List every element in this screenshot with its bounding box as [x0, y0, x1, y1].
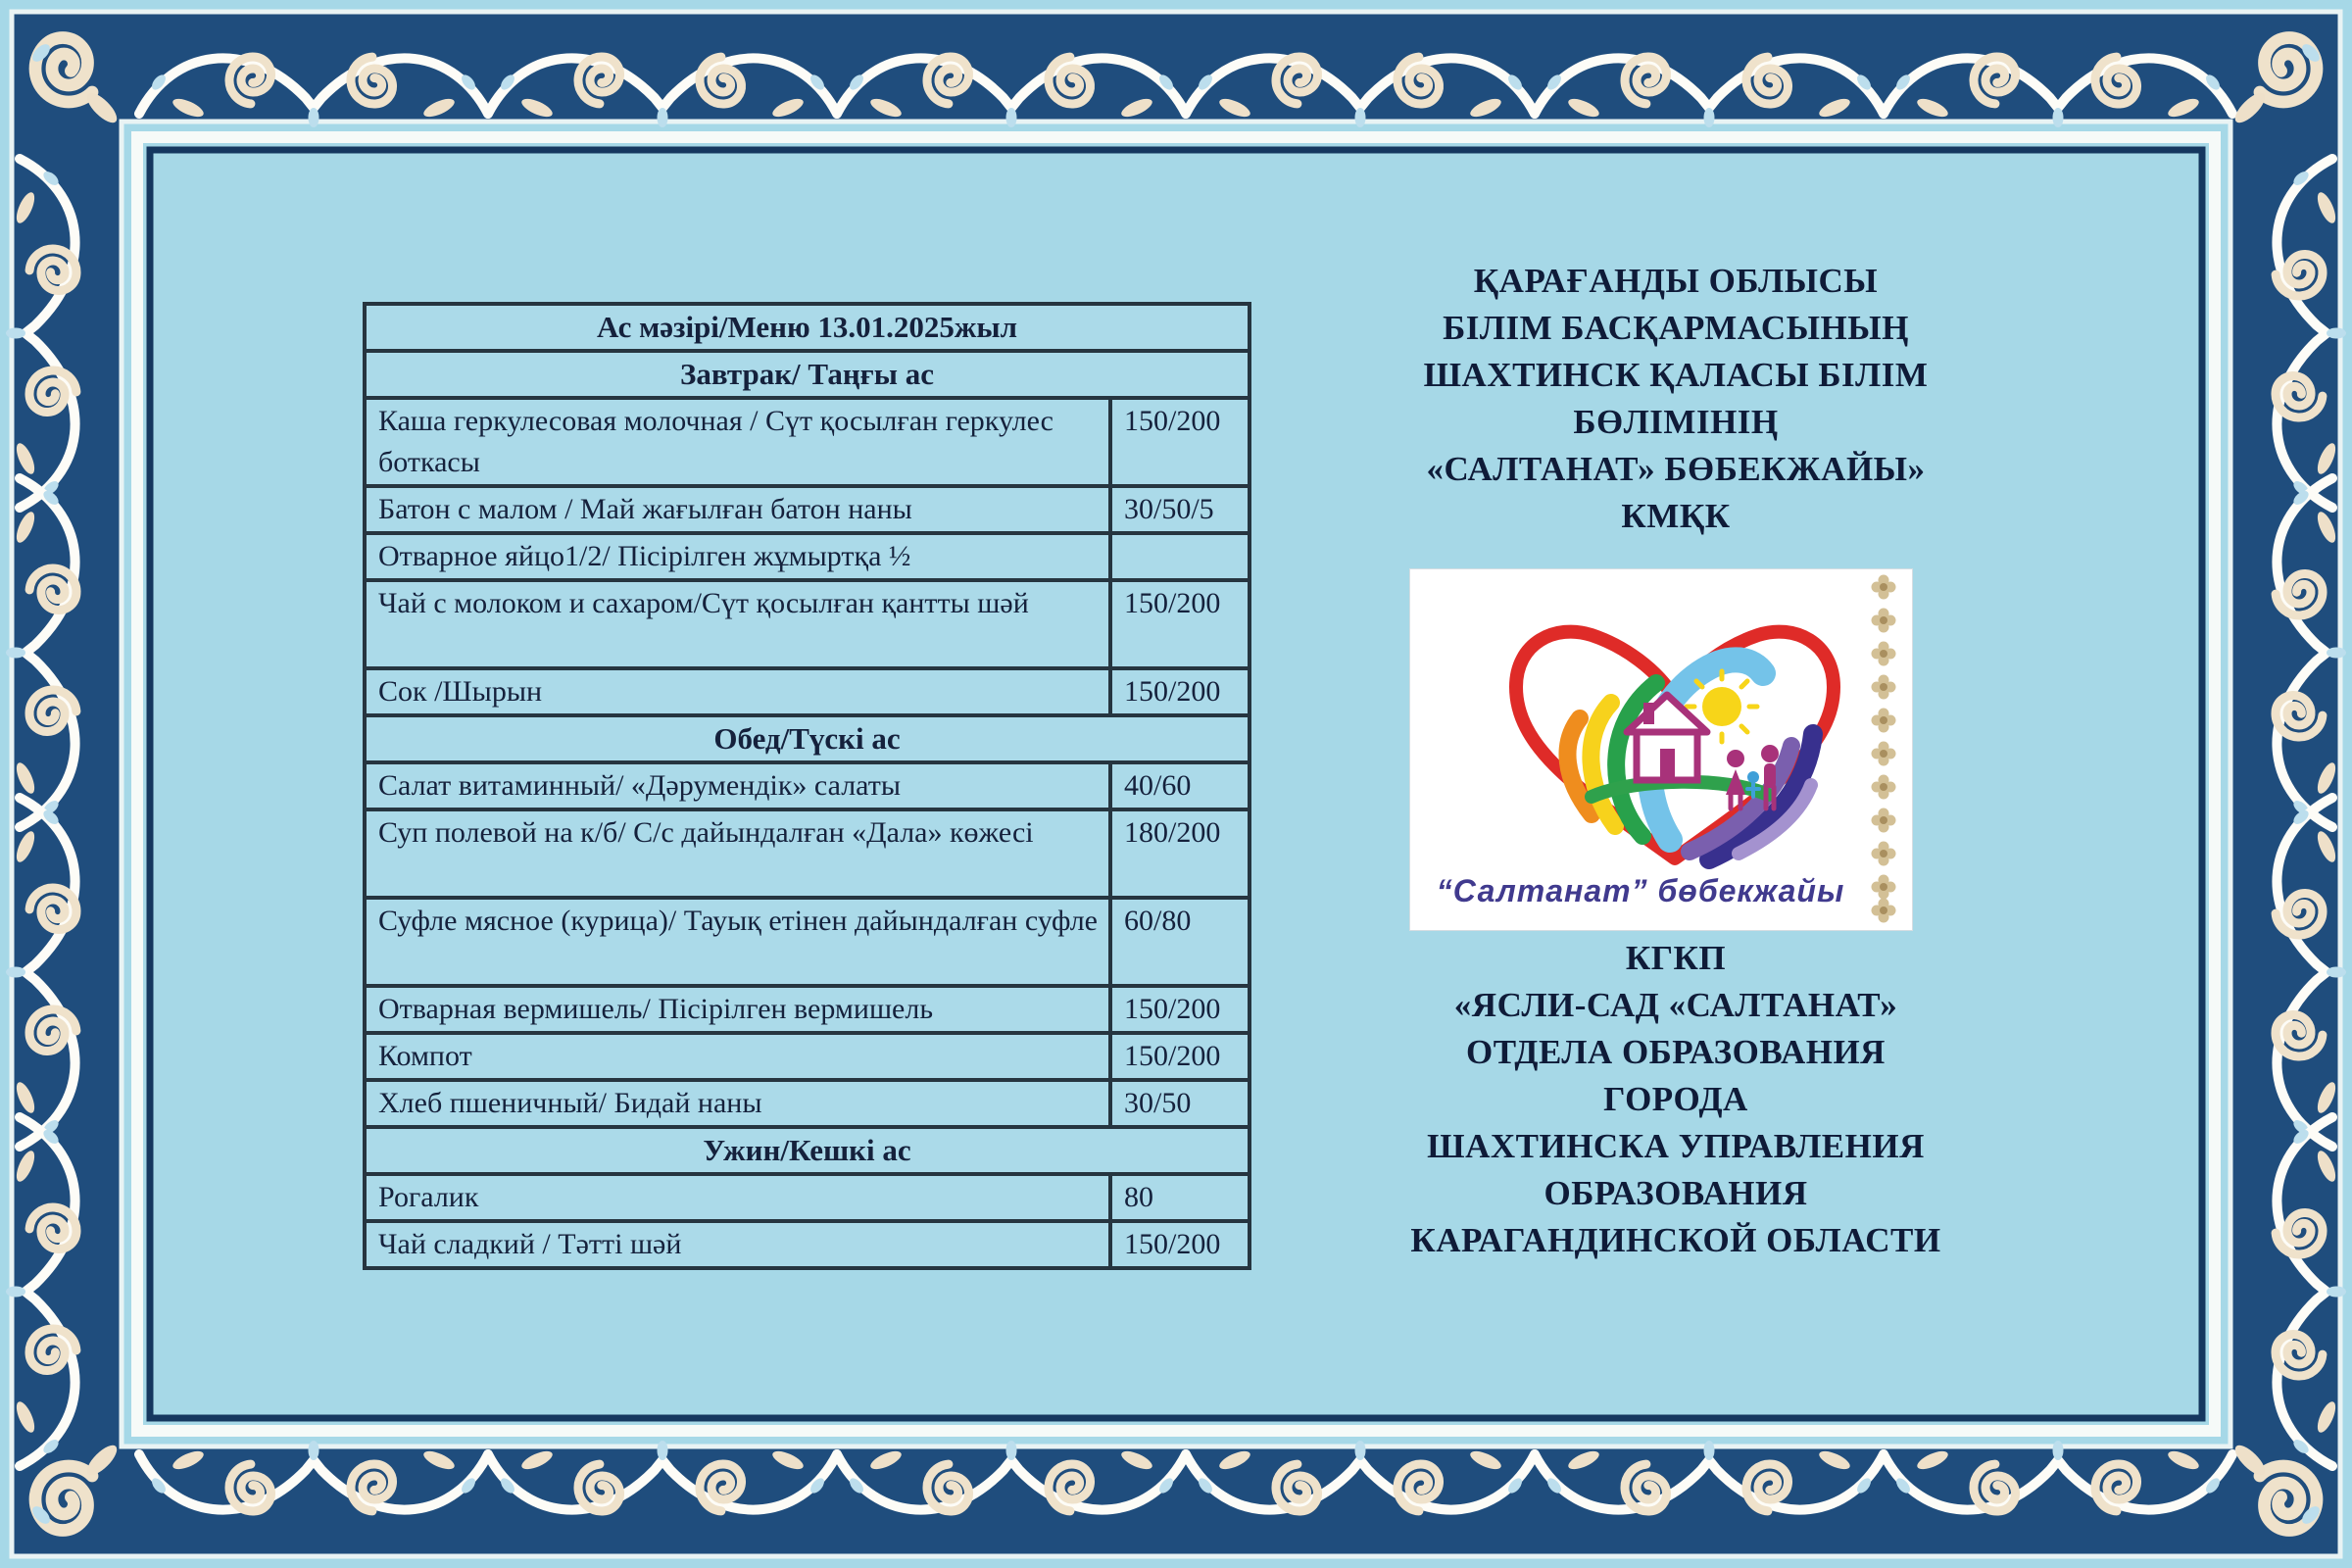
- org-footer: [1374, 935, 1978, 1264]
- menu-item-row: [365, 762, 1250, 809]
- org-footer-line: КАРАГАНДИНСКОЙ ОБЛАСТИ: [1410, 1221, 1941, 1259]
- dish-cell: Чай с молоком и сахаром/Сүт қосылған қантты шәй: [365, 580, 1110, 668]
- menu-item-row: [365, 1080, 1250, 1127]
- menu-item-row: [365, 533, 1250, 580]
- portion-cell: 150/200: [1110, 398, 1250, 486]
- portion-cell: 150/200: [1110, 668, 1250, 715]
- dish-cell: Компот: [365, 1033, 1110, 1080]
- portion-cell: 150/200: [1110, 1033, 1250, 1080]
- org-footer-line: ОБРАЗОВАНИЯ: [1544, 1174, 1808, 1212]
- portion-cell: 150/200: [1110, 1221, 1250, 1268]
- menu-item-row: [365, 1174, 1250, 1221]
- portion-cell: 180/200: [1110, 809, 1250, 898]
- menu-item-row: [365, 809, 1250, 898]
- portion-cell: 150/200: [1110, 986, 1250, 1033]
- section-title: Ужин/Кешкі ас: [365, 1127, 1250, 1174]
- logo: [1409, 568, 1913, 931]
- dish-cell: Чай сладкий / Тәтті шәй: [365, 1221, 1110, 1268]
- section-title: Завтрак/ Таңғы ас: [365, 351, 1250, 398]
- org-header-line: КМҚК: [1621, 497, 1731, 535]
- menu-item-row: [365, 398, 1250, 486]
- section-row: [365, 715, 1250, 762]
- org-header: [1374, 258, 1978, 540]
- dish-cell: Батон с малом / Май жағылған батон наны: [365, 486, 1110, 533]
- portion-cell: 40/60: [1110, 762, 1250, 809]
- org-footer-line: КГКП: [1625, 939, 1727, 977]
- portion-cell: 150/200: [1110, 580, 1250, 668]
- portion-cell: 80: [1110, 1174, 1250, 1221]
- org-footer-line: ОТДЕЛА ОБРАЗОВАНИЯ: [1466, 1033, 1886, 1071]
- menu-table: [363, 302, 1251, 1270]
- menu-title: Ас мәзірі/Меню 13.01.2025жыл: [365, 304, 1250, 351]
- portion-cell: 30/50: [1110, 1080, 1250, 1127]
- menu-item-row: [365, 1033, 1250, 1080]
- menu-item-row: [365, 986, 1250, 1033]
- section-row: [365, 1127, 1250, 1174]
- org-footer-line: ГОРОДА: [1603, 1080, 1748, 1118]
- portion-cell: 60/80: [1110, 898, 1250, 986]
- menu-item-row: [365, 898, 1250, 986]
- portion-cell: [1110, 533, 1250, 580]
- section-title: Обед/Түскі ас: [365, 715, 1250, 762]
- org-footer-line: «ЯСЛИ-САД «САЛТАНАТ»: [1453, 986, 1898, 1024]
- dish-cell: Рогалик: [365, 1174, 1110, 1221]
- logo-caption: “Салтанат” бөбекжайы: [1436, 873, 1845, 908]
- dish-cell: Суфле мясное (курица)/ Тауық етінен дайындалған суфле: [365, 898, 1110, 986]
- dish-cell: Салат витаминный/ «Дәрумендік» салаты: [365, 762, 1110, 809]
- menu-item-row: [365, 1221, 1250, 1268]
- org-header-line: ҚАРАҒАНДЫ ОБЛЫСЫ: [1473, 262, 1879, 300]
- org-footer-line: ШАХТИНСКА УПРАВЛЕНИЯ: [1427, 1127, 1925, 1165]
- portion-cell: 30/50/5: [1110, 486, 1250, 533]
- org-header-line: ШАХТИНСК ҚАЛАСЫ БІЛІМ: [1423, 356, 1929, 394]
- menu-item-row: [365, 668, 1250, 715]
- dish-cell: Отварная вермишель/ Пісірілген вермишель: [365, 986, 1110, 1033]
- org-header-line: «САЛТАНАТ» БӨБЕКЖАЙЫ»: [1426, 450, 1926, 488]
- rosette-strip-icon: [1872, 575, 1896, 923]
- menu-item-row: [365, 580, 1250, 668]
- section-row: [365, 351, 1250, 398]
- dish-cell: Отварное яйцо1/2/ Пісірілген жұмыртқа ½: [365, 533, 1110, 580]
- menu-item-row: [365, 486, 1250, 533]
- menu-title-row: [365, 304, 1250, 351]
- dish-cell: Хлеб пшеничный/ Бидай наны: [365, 1080, 1110, 1127]
- dish-cell: Каша геркулесовая молочная / Сүт қосылған геркулес боткасы: [365, 398, 1110, 486]
- dish-cell: Суп полевой на к/б/ С/с дайындалған «Дала» көжесі: [365, 809, 1110, 898]
- dish-cell: Сок /Шырын: [365, 668, 1110, 715]
- org-header-line: БӨЛІМІНІҢ: [1573, 403, 1779, 441]
- org-header-line: БІЛІМ БАСҚАРМАСЫНЫҢ: [1443, 309, 1909, 347]
